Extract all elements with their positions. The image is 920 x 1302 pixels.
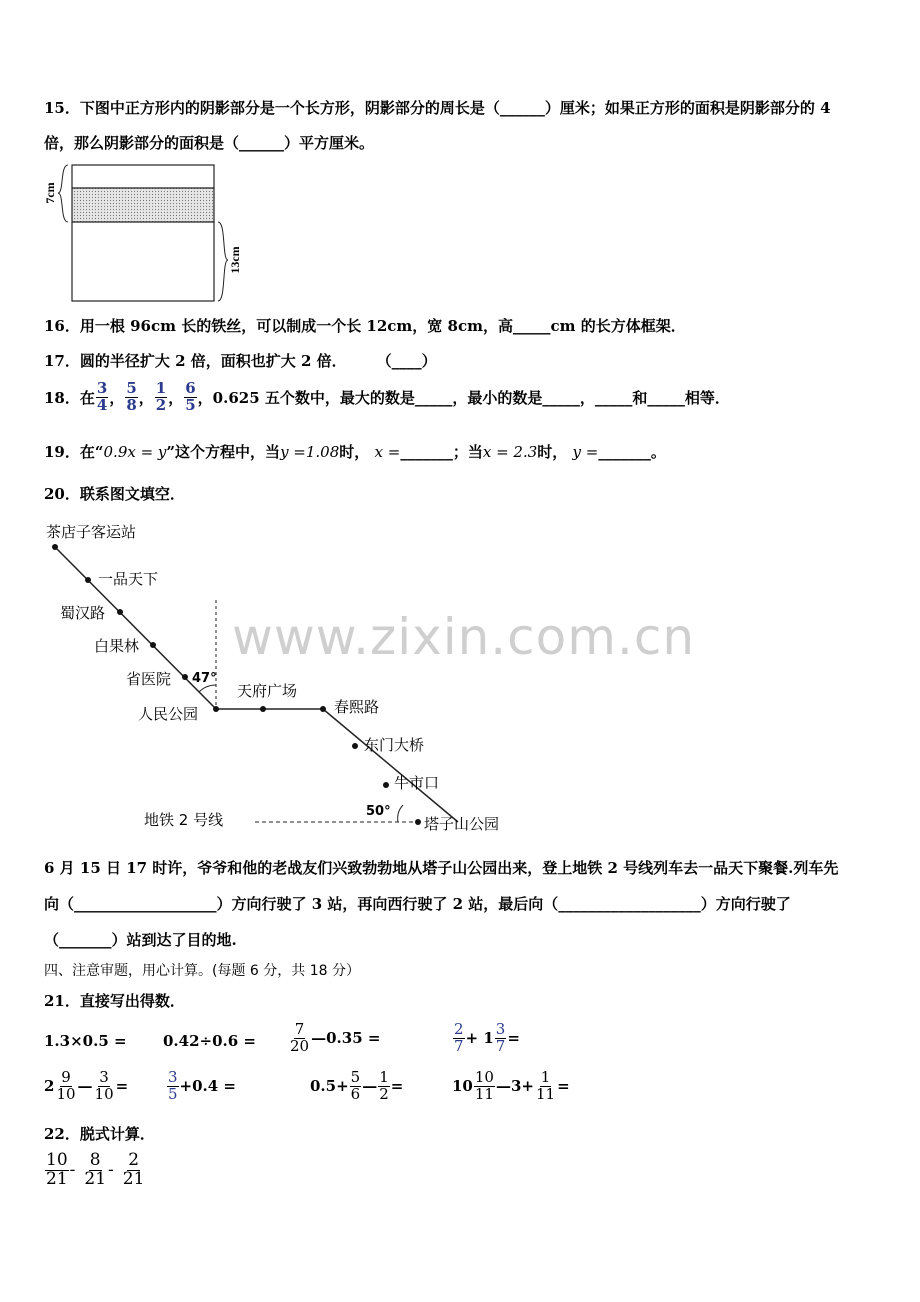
- station-label: 塔子山公园: [424, 815, 500, 833]
- q18-fraction-2: $\frac{5}{8}$: [126, 379, 137, 414]
- angle-arc-47: [199, 685, 216, 692]
- q18-prefix: 18．在: [44, 388, 95, 407]
- station-dot: [117, 609, 123, 615]
- q19-x-value: x = 2.3: [482, 443, 538, 461]
- station-label: 一品天下: [98, 570, 159, 588]
- label-13cm: 13cm: [228, 246, 242, 274]
- q19-equation: 0.9x = y: [103, 443, 167, 461]
- q21-r2c1: 2 $\frac{9}{10}$ — $\frac{3}{10}$ =: [44, 1068, 129, 1103]
- station-label: 牛市口: [394, 774, 440, 792]
- q16: 16．用一根 96cm 长的铁丝，可以制成一个长 12cm，宽 8cm，高_____cm 的长方体框架．: [44, 317, 686, 335]
- station-label: 茶店子客运站: [46, 523, 137, 541]
- station-dot: [352, 743, 358, 749]
- q21-r1c2: 0.42÷0.6 =: [163, 1032, 256, 1050]
- q19-x-label: x =: [374, 443, 401, 461]
- station-dot: [182, 674, 188, 680]
- q18: [44, 381, 730, 414]
- q22-title: 22．脱式计算．: [44, 1125, 155, 1143]
- q17: 17．圆的半径扩大 2 倍，面积也扩大 2 倍． （____）: [44, 352, 437, 370]
- q15-line1: 15．下图中正方形内的阴影部分是一个长方形，阴影部分的周长是（______）厘米；如果正方形的面积是阴影部分的 4: [44, 99, 831, 117]
- metro-map: [40, 515, 520, 845]
- q19: [44, 441, 666, 462]
- station-dot: [150, 642, 156, 648]
- q21-r1c1: 1.3×0.5 =: [44, 1032, 127, 1050]
- angle-arc-50: [398, 805, 403, 822]
- q20-title: 20．联系图文填空．: [44, 485, 185, 503]
- q20-para2: 向（___________________）方向行驶了 3 站，再向西行驶了 2 站，最后向（___________________）方向行驶了: [44, 895, 791, 913]
- q19-b: ”这个方程中，当: [166, 443, 281, 461]
- station-dot: [415, 819, 421, 825]
- square-outline: [72, 165, 214, 301]
- q22-expression: $\frac{10}{21}$ - $\frac{8}{21}$ - $\frac{2}{21}$: [46, 1150, 145, 1189]
- q19-j: _______。: [598, 443, 666, 461]
- q20-para1: 6 月 15 日 17 时许，爷爷和他的老战友们兴致勃勃地从塔子山公园出来，登上地铁 2 号线列车去一品天下聚餐.列车先: [44, 859, 839, 877]
- comma: ，: [109, 388, 125, 407]
- q18-fraction-1: $\frac{3}{4}$: [96, 379, 108, 414]
- q21-title: 21．直接写出得数．: [44, 992, 185, 1010]
- q21-r2c2: $\frac{3}{5}$ +0.4 =: [168, 1068, 237, 1103]
- angle-label-47: 47°: [192, 671, 217, 686]
- station-label: 东门大桥: [364, 736, 425, 754]
- q21-r2c4: 10 $\frac{10}{11}$ —3+ $\frac{1}{11}$ =: [452, 1068, 570, 1103]
- q18-fraction-3: $\frac{1}{2}$: [155, 379, 167, 414]
- station-dot: [383, 782, 389, 788]
- station-label: 蜀汉路: [60, 604, 106, 622]
- comma: ，: [138, 388, 154, 407]
- q21-r1c4: $\frac{2}{7}$ + 1 $\frac{3}{7}$ =: [454, 1020, 520, 1055]
- station-dot: [260, 706, 266, 712]
- station-dot: [52, 544, 58, 550]
- comma: ，: [168, 388, 184, 407]
- station-label: 人民公园: [138, 705, 199, 723]
- q15-square-figure: [40, 160, 260, 310]
- q19-y-label: y =: [572, 443, 599, 461]
- station-label: 省医院: [126, 670, 172, 688]
- watermark: www.zixin.com.cn: [232, 608, 696, 666]
- angle-label-50: 50°: [366, 804, 391, 819]
- q18-suffix: ，0.625 五个数中，最大的数是_____，最小的数是_____，_____和_____相等．: [197, 388, 730, 407]
- section-heading: 四、注意审题，用心计算。(每题 6 分，共 18 分）: [44, 963, 360, 979]
- station-label: 天府广场: [237, 682, 298, 700]
- q21-r2c3: 0.5+ $\frac{5}{6}$ — $\frac{1}{2}$ =: [310, 1068, 404, 1103]
- label-7cm: 7cm: [43, 182, 57, 204]
- metro-line-label: 地铁 2 号线: [144, 811, 224, 829]
- brace-7cm: [58, 165, 68, 222]
- q20-para3: （_______）站到达了目的地.: [44, 931, 237, 949]
- station-dot: [213, 706, 219, 712]
- station-label: 白果林: [94, 637, 140, 655]
- q21-r1c3: $\frac{7}{20}$ —0.35 =: [290, 1020, 381, 1055]
- station-label: 春熙路: [334, 698, 380, 716]
- q15-line2: 倍，那么阴影部分的面积是（______）平方厘米。: [44, 134, 375, 152]
- brace-13cm: [218, 222, 228, 301]
- q18-fraction-4: $\frac{6}{5}$: [185, 379, 196, 414]
- q19-y-value: y =1.08: [280, 443, 340, 461]
- q19-d: 时，: [339, 443, 370, 461]
- q19-f: _______；当: [400, 443, 483, 461]
- station-dot: [320, 706, 326, 712]
- q19-h: 时，: [537, 443, 568, 461]
- station-dot: [85, 577, 91, 583]
- shaded-rectangle: [72, 188, 214, 222]
- q19-a: 19．在“: [44, 443, 104, 461]
